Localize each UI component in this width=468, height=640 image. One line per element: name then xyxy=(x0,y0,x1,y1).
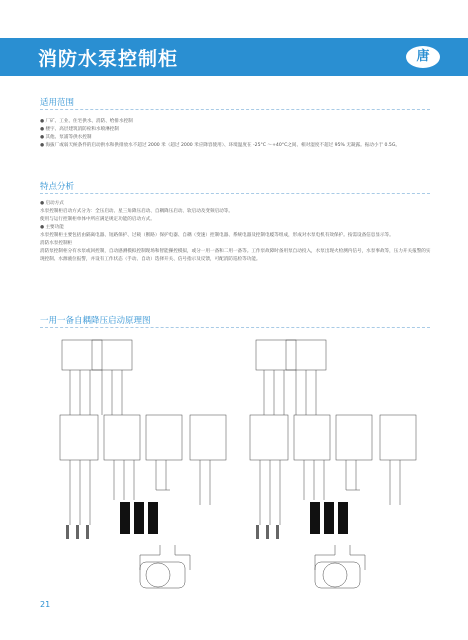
right-circuit xyxy=(250,340,416,588)
page-header-banner xyxy=(0,38,468,76)
breaker xyxy=(286,340,326,370)
autotransformer xyxy=(120,502,130,534)
contactor xyxy=(146,415,182,460)
section-title-diagram: 一用一备自耦降压启动原理图 xyxy=(40,316,151,326)
motor xyxy=(323,563,347,587)
page-number: 21 xyxy=(40,600,51,609)
divider xyxy=(40,109,430,110)
section-title-scope: 适用范围 xyxy=(40,98,75,108)
motor xyxy=(146,563,170,587)
contactor xyxy=(250,415,288,460)
contactor xyxy=(60,415,98,460)
wiring-diagram xyxy=(40,330,430,595)
list-item: 水泵控制柜主要包括由隔离电器、短路保护、过载（断路）保护电器、自耦（变速）控制电器、系统电器及控制电缆等组成，形成对水泵电机有效保护。按需设备信息显示等。 xyxy=(40,233,394,238)
list-item: ● 启动方式 xyxy=(40,201,64,206)
list-item: 消防泵控制柜分有水泵或回控制，自动感测模拟控制现场和智能操控模拟，或分一用一备和二用一备等。工作泵故障时备用泵自动投入，水泵出现火检测内信号，水泵事故等，压力开关报警的实现控制、水源液位报警，并设有工作状态（手动、自动）选择开关、信号指示及反馈，可配消防巡检等功能。 xyxy=(40,249,431,262)
breaker xyxy=(92,340,132,370)
left-circuit xyxy=(60,340,226,588)
contactor xyxy=(380,415,416,460)
pump-body xyxy=(315,562,360,588)
terminal xyxy=(256,525,259,539)
list-item: 水泵控制柜启动方式分为：全压启动、星三角降压启动、自耦降压启动、软启动及变频启动等。 xyxy=(40,209,233,214)
list-item: ● 海拔厂或弱天候条件的启动供水和供排放水不超过 2000 米（超过 2000 米应降容使用）、环境温度在 -25°C ～+40°C之间、相对湿度不超过 95% 无凝露。振动小于 0.5G。 xyxy=(40,143,401,148)
list-item: ● 主要功能 xyxy=(40,225,64,230)
list-item: 使用与运行控制柜单体中所应满足规定功能的启动方式。 xyxy=(40,217,155,222)
divider xyxy=(40,193,430,194)
section-title-features: 特点分析 xyxy=(40,182,75,192)
contactor xyxy=(294,415,330,460)
page-title: 消防水泵控制柜 xyxy=(38,48,179,70)
pump-body xyxy=(140,562,185,588)
list-item: ● 其他、泵浦等供水控制 xyxy=(40,135,92,140)
terminal xyxy=(66,525,69,539)
contactor xyxy=(104,415,140,460)
list-item: ● 楼宇、高层建筑消防栓和水喷淋控制 xyxy=(40,127,119,132)
contactor xyxy=(190,415,226,460)
scope-list xyxy=(40,118,435,150)
autotransformer xyxy=(310,502,320,534)
breaker xyxy=(62,340,102,370)
divider xyxy=(40,327,430,328)
list-item: ● 厂矿、工业、住宅供水、消防、给排水控制 xyxy=(40,119,133,124)
breaker xyxy=(256,340,296,370)
company-logo: 唐 xyxy=(404,44,442,70)
contactor xyxy=(336,415,372,460)
features-list xyxy=(40,200,435,264)
list-item: 消防水泵控制柜 xyxy=(40,241,73,246)
